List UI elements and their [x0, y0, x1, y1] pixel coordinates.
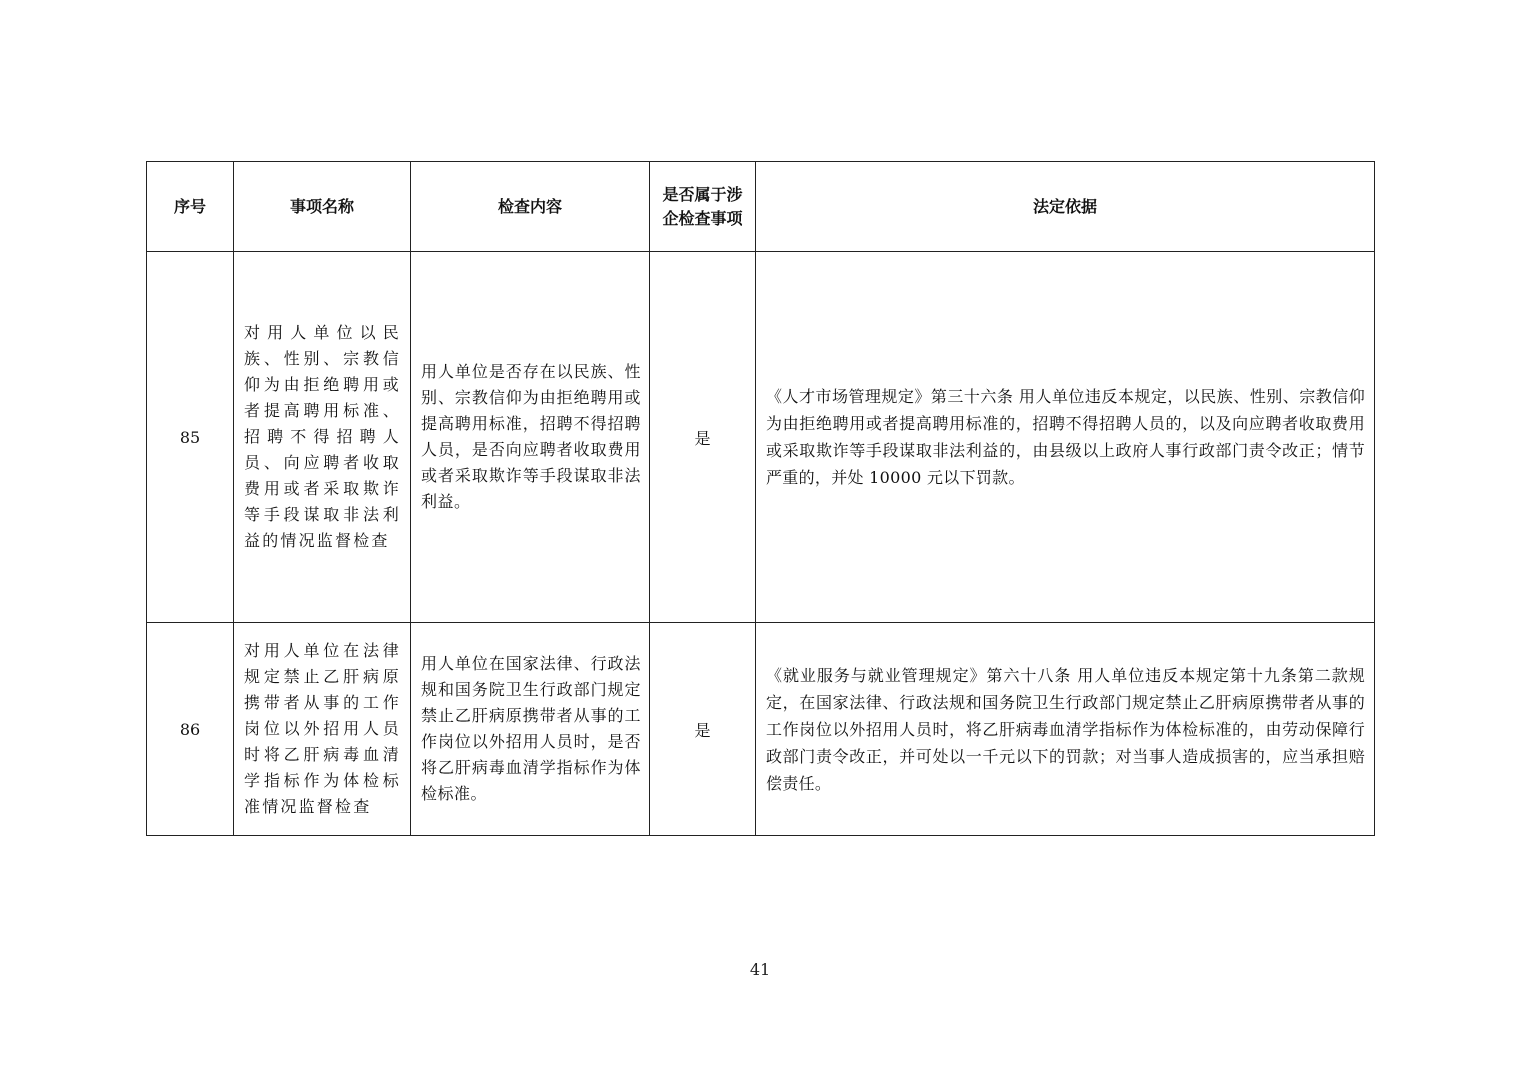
row-item-name-cell	[234, 623, 411, 836]
row-check-content: 用人单位在国家法律、行政法规和国务院卫生行政部门规定禁止乙肝病原携带者从事的工作岗位以外招用人员时，是否将乙肝病毒血清学指标作为体检标准。	[421, 654, 641, 803]
header-check-content: 检查内容	[411, 162, 650, 252]
header-is-enterprise-label: 是否属于涉企检查事项	[662, 184, 743, 228]
row-legal-basis-cell	[756, 623, 1375, 836]
row-legal-basis: 《就业服务与就业管理规定》第六十八条 用人单位违反本规定第十九条第二款规定，在国家法律、行政法规和国务院卫生行政部门规定禁止乙肝病原携带者从事的工作岗位以外招用人员时，将乙肝病毒血清学指标作为体检标准的，由劳动保障行政部门责令改正，并可处以一千元以下的罚款；对当事人造成损害的，应当承担赔偿责任。	[766, 665, 1365, 793]
row-legal-basis-cell	[756, 252, 1375, 623]
header-legal-basis: 法定依据	[756, 162, 1375, 252]
row-item-name: 对用人单位在法律规定禁止乙肝病原携带者从事的工作岗位以外招用人员时将乙肝病毒血清学指标作为体检标准情况监督检查	[244, 641, 401, 816]
header-item-name: 事项名称	[234, 162, 411, 252]
page-number: 41	[749, 960, 771, 979]
row-seq: 85	[147, 252, 234, 623]
header-seq: 序号	[147, 162, 234, 252]
inspection-items-table	[146, 161, 1375, 836]
row-check-content-cell	[411, 252, 650, 623]
table-row	[147, 252, 1375, 623]
row-seq: 86	[147, 623, 234, 836]
table-row	[147, 623, 1375, 836]
row-is-enterprise: 是	[650, 252, 756, 623]
row-item-name: 对用人单位以民族、性别、宗教信仰为由拒绝聘用或者提高聘用标准、招聘不得招聘人员、向应聘者收取费用或者采取欺诈等手段谋取非法利益的情况监督检查	[244, 323, 401, 550]
table-header-row	[147, 162, 1375, 252]
row-legal-basis: 《人才市场管理规定》第三十六条 用人单位违反本规定，以民族、性别、宗教信仰为由拒绝聘用或者提高聘用标准的，招聘不得招聘人员的，以及向应聘者收取费用或采取欺诈等手段谋取非法利益的，由县级以上政府人事行政部门责令改正；情节严重的，并处 10000 元以下罚款。	[766, 387, 1365, 487]
row-check-content: 用人单位是否存在以民族、性别、宗教信仰为由拒绝聘用或提高聘用标准，招聘不得招聘人员，是否向应聘者收取费用或者采取欺诈等手段谋取非法利益。	[421, 362, 641, 511]
row-item-name-cell	[234, 252, 411, 623]
header-is-enterprise	[650, 162, 756, 252]
row-is-enterprise: 是	[650, 623, 756, 836]
row-check-content-cell	[411, 623, 650, 836]
